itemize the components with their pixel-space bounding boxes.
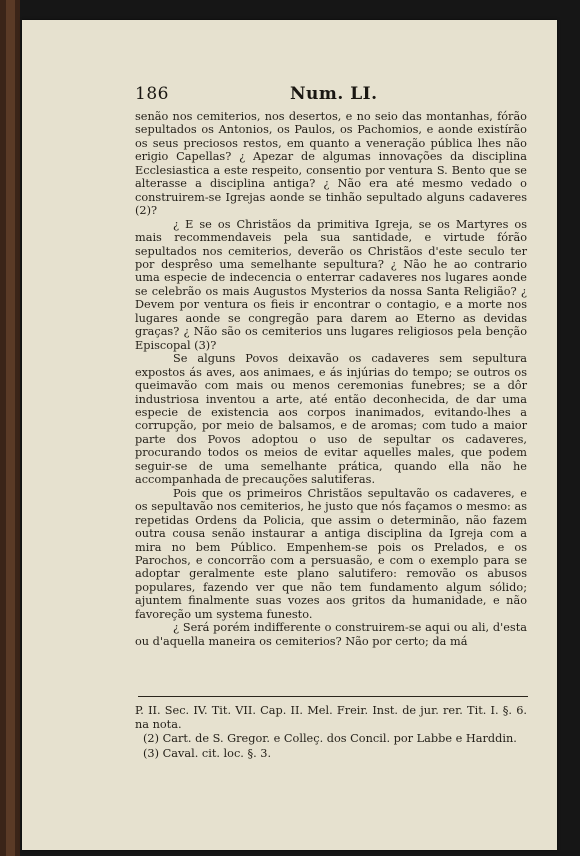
paragraph: Pois que os primeiros Christãos sepultavão os cadaveres, e os sepultavão nos cemiterios, he justo que nós façamos o mesmo: as repetidas Ordens da Policia, que assim o determinão, não fazem outra cousa senão instaurar a antiga disciplina da Igreja com a mira no bem Público. Empenhem-se pois os Prelados, e os Parochos, e concorrão com a persuasão, e com o exemplo para se adoptar geralmente este plano salutifero: removão os abusos populares, fazendo ver que não tem fundamento algum sólido; ajuntem finalmente suas vozes aos gritos da humanidade, e não favoreção um systema funesto. — [135, 486, 527, 621]
paragraph: Se alguns Povos deixavão os cadaveres sem sepultura expostos ás aves, aos animaes, e ás injúrias do tempo; se outros os queimavão com mais ou menos ceremonias funebres; se a dôr industriosa inventou a arte, até então deconhecida, de dar uma especie de existencia aos corpos inanimados, evitando-lhes a corrupção, por meio de balsamos, e de aromas; com tudo a maior parte dos Povos adoptou o uso de sepultar os cadaveres, procurando todos os meios de evitar aquelles males, que podem seguir-se de uma semelhante prática, quando ella não he accompanhada de precauções salutiferas. — [135, 352, 527, 487]
binding-edge-inner — [6, 0, 15, 856]
footnote: P. II. Sec. IV. Tit. VII. Cap. II. Mel. Freir. Inst. de jur. rer. Tit. I. §. 6. na nota. — [135, 704, 527, 732]
footnotes — [135, 704, 527, 761]
page-header — [135, 84, 525, 106]
body-text — [135, 110, 527, 648]
paragraph: ¿ E se os Christãos da primitiva Igreja, se os Martyres os mais recommendaveis pela sua santidade, e virtude fórão sepultados nos cemiterios, deverão os Christãos d'este seculo ter por desprêso uma semelhante sepultura? ¿ Não he ao contrario uma especie de indecencia o enterrar cadaveres nos lugares aonde se celebrão os mais Augustos Mysterios da nossa Santa Religião? ¿ Devem por ventura os fieis ir encontrar o contagio, e a morte nos lugares aonde se congregão para darem ao Eterno as devidas graças? ¿ Não são os cemiterios uns lugares religiosos pela benção Episcopal (3)? — [135, 217, 527, 352]
paragraph: ¿ Será porém indifferente o construirem-se aqui ou ali, d'esta ou d'aquella maneira os cemiterios? Não por certo; da má — [135, 621, 527, 648]
page-number: 186 — [135, 84, 169, 104]
footnote: (2) Cart. de S. Gregor. e Colleç. dos Concil. por Labbe e Harddin. — [143, 732, 517, 746]
paragraph: senão nos cemiterios, nos desertos, e no seio das montanhas, fórão sepultados os Antonios, os Paulos, os Pachomios, e aonde existírão os seus preciosos restos, em quanto a veneração pública lhes não erigio Capellas? ¿ Apezar de algumas innovações da disciplina Ecclesiastica a este respeito, consentio por ventura S. Bento que se alterasse a disciplina antiga? ¿ Não era até mesmo vedado o construirem-se Igrejas aonde se tinhão sepultado alguns cadaveres (2)? — [135, 110, 527, 218]
page-heading: Num. LI. — [290, 84, 378, 104]
footnote: (3) Caval. cit. loc. §. 3. — [143, 746, 272, 760]
footnote-divider — [138, 696, 528, 697]
binding-edge — [0, 0, 20, 856]
